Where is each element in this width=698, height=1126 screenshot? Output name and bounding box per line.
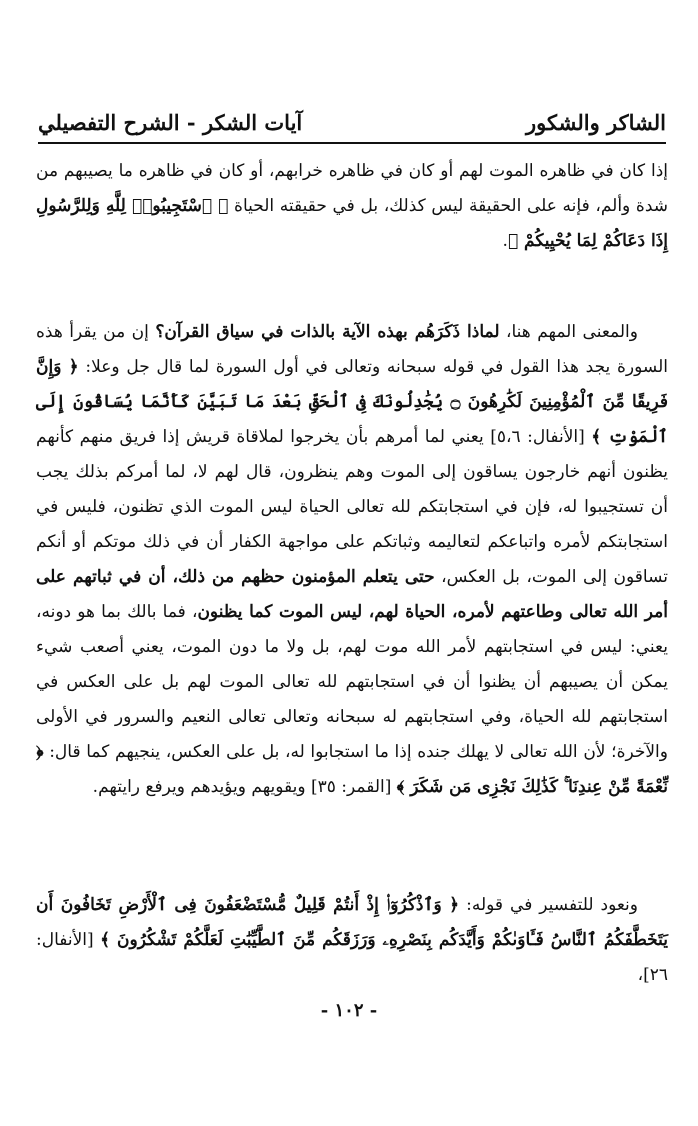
quran-verse: ﴿ وَٱذْكُرُوٓا۟ إِذْ أَنتُمْ قَلِيلٌ مُّسْتَضْعَفُونَ فِى ٱلْأَرْضِ تَخَافُونَ أَن يَتَخَطَّفَكُمُ ٱلنَّاسُ فَـَٔاوَىٰكُمْ وَأَيَّدَكُم بِنَصْرِهِۦ وَرَزَقَكُم مِّنَ ٱلطَّيِّبَٰتِ لَعَلَّكُمْ تَشْكُرُونَ ﴾: [36, 895, 668, 950]
quran-verse: ﴿ وَإِنَّ فَرِيقًا مِّنَ ٱلْمُؤْمِنِينَ لَكَٰرِهُونَ ۝ يُجَٰدِلُونَكَ فِى ٱلْحَقِّ بَعْدَ مَا تَبَيَّنَ كَأَنَّمَا يُسَاقُونَ إِلَى ٱلْمَوْتِ ﴾: [36, 357, 668, 447]
bold-question: لماذا ذَكَرَهُم بهذه الآية بالذات في سياق القرآن؟: [155, 322, 500, 342]
text-run: إذا كان في ظاهره الموت لهم أو كان في ظاهره خرابهم، أو كان في ظاهره ما يصيبهم من شدة وألم، فإنه على الحقيقة ليس كذلك، بل في حقيقته الحياة: [36, 161, 668, 216]
section-title: آيات الشكر - الشرح التفصيلي: [38, 110, 303, 135]
text-run: والمعنى المهم هنا،: [499, 322, 638, 342]
quran-verse: ﴿ نِّعْمَةً مِّنْ عِندِنَا ۚ كَذَٰلِكَ نَجْزِى مَن شَكَرَ ﴾: [36, 742, 668, 797]
text-run: .: [502, 231, 508, 251]
text-run: [الأنفال: ٥،٦] يعني لما أمرهم بأن يخرجوا لملاقاة قريش إذا فريق منهم كأنهم يظنون أنهم خارجون يساقون إلى الموت وهم ينظرون، قال لهم لا، لما أمركم بذلك يجب أن تستجيبوا له، فإن في استجابتكم لله تعالى الحياة ليس الموت الذي تظنون، فليس في استجابتكم لأمره واتباعكم لتعاليمه وثباتكم على مواجهة الكفار أن في ذلك موتكم أو أنكم تساقون إلى الموت، بل العكس،: [36, 427, 668, 587]
paragraph-2: [36, 315, 668, 805]
quran-verse: ﴿ ٱسْتَجِيبُوا۟ لِلَّهِ وَلِلرَّسُولِ إِذَا دَعَاكُمْ لِمَا يُحْيِيكُمْ ﴾: [36, 196, 668, 251]
running-header: [38, 104, 666, 144]
text-run: ونعود للتفسير في قوله:: [459, 895, 638, 915]
text-run: إن من يقرأ هذه السورة يجد هذا القول في قوله سبحانه وتعالى في أول السورة لما قال جل وعلا:: [36, 322, 668, 377]
paragraph-3: [36, 888, 668, 993]
paragraph-1: [36, 154, 668, 259]
text-run: ، فما بالك بما هو دونه، يعني: ليس في استجابتهم لأمر الله موت لهم، بل ولا ما دون الموت، يعني أصعب شيء يمكن أن يصيبهم أن يظنوا أن في استجابتهم لله تعالى الموت لهم بل على العكس في استجابتهم لله الحياة، وفي استجابتهم له سبحانه وتعالى تعالى النعيم والسرور في الأولى والآخرة؛ لأن الله تعالى لا يهلك جنده إذا ما استجابوا له، بل على العكس، ينجيهم كما قال:: [36, 602, 668, 762]
text-run: [الأنفال: ٢٦]،: [36, 930, 668, 985]
bold-emphasis: حتى يتعلم المؤمنون حظهم من ذلك، أن في ثباتهم على أمر الله تعالى وطاعتهم لأمره، الحياة لهم، ليس الموت كما يظنون: [36, 567, 668, 622]
book-title: الشاكر والشكور: [526, 110, 666, 135]
text-run: [القمر: ٣٥] ويقويهم ويؤيدهم ويرفع رايتهم.: [92, 777, 397, 797]
page-number: - ١٠٢ -: [320, 1000, 378, 1021]
